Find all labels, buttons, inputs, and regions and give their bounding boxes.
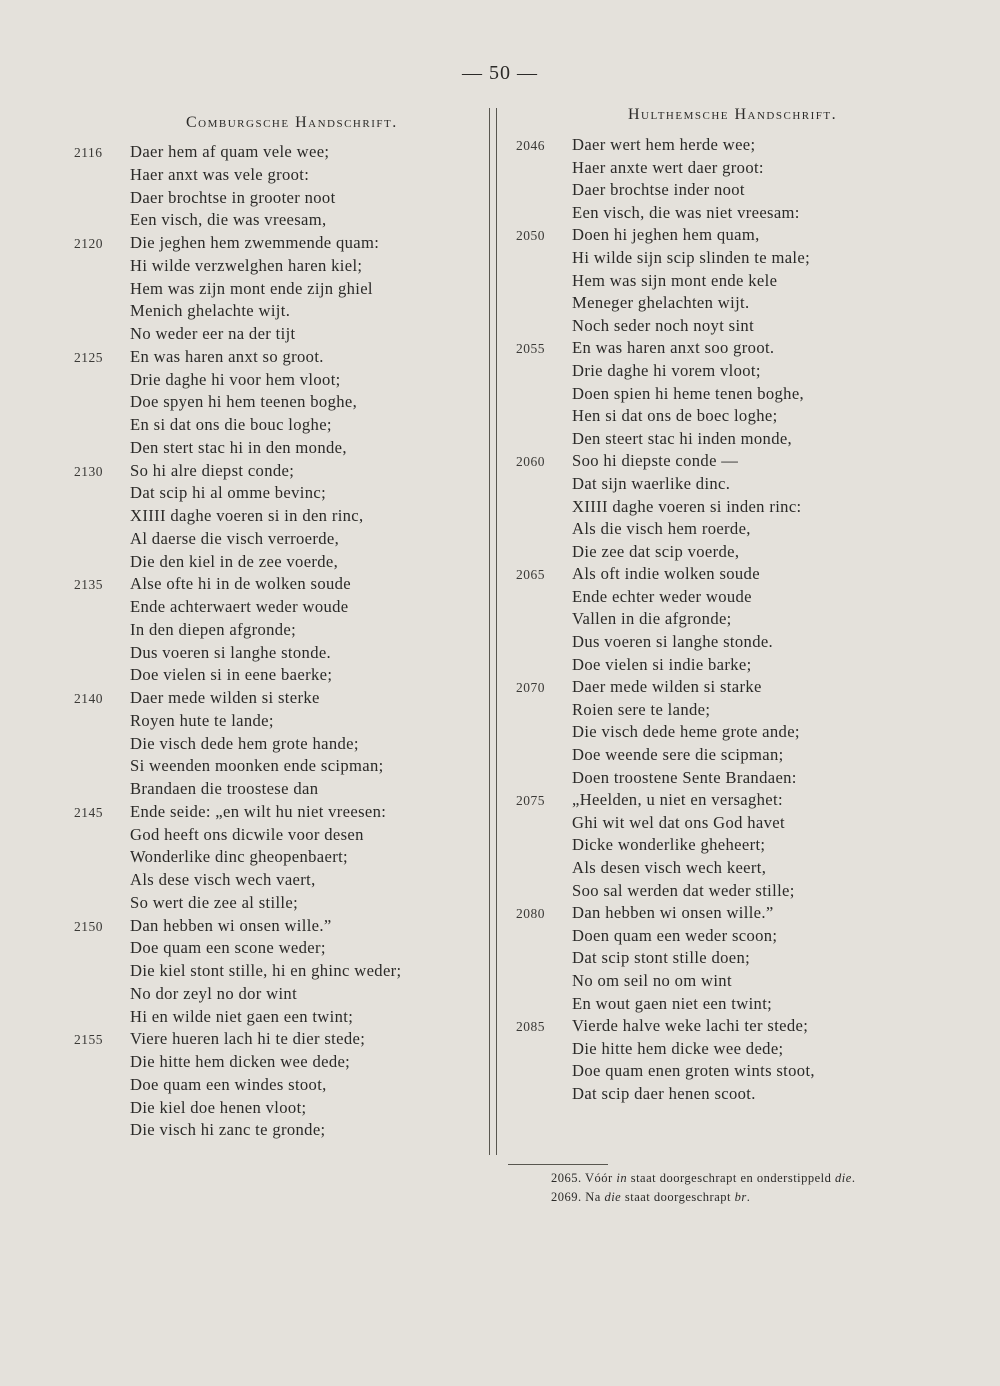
verse-text: Daer mede wilden si starke	[572, 677, 762, 697]
verse-line	[74, 460, 484, 483]
verse-line	[516, 134, 896, 157]
verse-text: Hen si dat ons de boec loghe;	[572, 406, 778, 426]
verse-text: Doen hi jeghen hem quam,	[572, 225, 760, 245]
verse-line	[74, 983, 484, 1006]
footnote-post2: .	[746, 1190, 751, 1204]
verse-text: Si weenden moonken ende scipman;	[130, 756, 384, 776]
verse-text: Dus voeren si langhe stonde.	[572, 632, 774, 652]
verse-text: Roien sere te lande;	[572, 699, 711, 719]
verse-line	[516, 902, 896, 925]
verse-line	[516, 563, 896, 586]
verse-line	[516, 812, 896, 835]
verse-line	[516, 518, 896, 541]
verse-line	[516, 1083, 896, 1106]
hulthem-text-column	[516, 134, 896, 1106]
verse-text: Soo sal werden dat weder stille;	[572, 880, 795, 900]
verse-text: Ende achterwaert weder woude	[130, 597, 349, 616]
verse-text: Wonderlike dinc gheopenbaert;	[130, 847, 349, 867]
verse-text: Daer wert hem herde wee;	[572, 135, 756, 154]
footnotes	[551, 1169, 971, 1207]
verse-line	[74, 528, 484, 551]
verse-line	[516, 157, 896, 180]
verse-text: „Heelden, u niet en versaghet:	[572, 790, 783, 810]
verse-line	[516, 676, 896, 699]
verse-text: XIIII daghe voeren si in den rinc,	[130, 506, 364, 525]
verse-line	[74, 846, 484, 869]
verse-text: Alse ofte hi in de wolken soude	[130, 574, 351, 594]
footnote-em2: die	[835, 1171, 852, 1185]
verse-text: Die zee dat scip voerde,	[572, 541, 740, 561]
verse-line	[74, 164, 484, 187]
verse-text: Doen spien hi heme tenen boghe,	[572, 383, 805, 403]
verse-line	[74, 687, 484, 710]
verse-line	[74, 1051, 484, 1074]
verse-text: En was haren anxt soo groot.	[572, 338, 775, 358]
verse-line	[516, 1038, 896, 1061]
verse-text: Al daerse die visch verroerde,	[130, 528, 340, 548]
verse-line	[516, 699, 896, 722]
line-number: 2065	[516, 567, 545, 583]
verse-text: Een visch, die was niet vreesam:	[572, 202, 800, 222]
verse-line	[516, 1015, 896, 1038]
verse-text: Noch seder noch noyt sint	[572, 315, 755, 335]
footnote	[551, 1188, 971, 1207]
footnote-post2: .	[851, 1171, 856, 1185]
verse-line	[74, 141, 484, 164]
verse-text: Doe spyen hi hem teenen boghe,	[130, 392, 358, 412]
verse-text: Die visch dede heme grote ande;	[572, 722, 800, 742]
verse-line	[74, 437, 484, 460]
verse-line	[516, 450, 896, 473]
footnote-em: die	[604, 1190, 622, 1204]
comburg-text-column	[74, 141, 484, 1142]
verse-text: Die jeghen hem zwemmende quam:	[130, 233, 380, 252]
verse-text: In den diepen afgronde;	[130, 619, 297, 639]
verse-text: Dat scip stont stille doen;	[572, 948, 751, 968]
verse-line	[74, 937, 484, 960]
line-number: 2120	[74, 236, 103, 251]
line-number: 2140	[74, 691, 103, 706]
verse-line	[516, 315, 896, 338]
verse-text: Die kiel stont stille, hi en ghinc weder;	[130, 961, 402, 980]
footnote-rule	[508, 1164, 608, 1165]
verse-line	[516, 292, 896, 315]
verse-line	[74, 801, 484, 824]
line-number: 2070	[516, 680, 545, 696]
verse-text: Dat scip daer henen scoot.	[572, 1083, 756, 1103]
column-divider	[489, 108, 497, 1155]
verse-line	[516, 947, 896, 970]
verse-line	[74, 369, 484, 392]
verse-text: Doe quam een scone weder;	[130, 938, 326, 958]
verse-text: No weder eer na der tijt	[130, 324, 296, 343]
verse-text: Als desen visch wech keert,	[572, 858, 767, 877]
verse-text: Die hitte hem dicken wee dede;	[130, 1052, 351, 1071]
line-number: 2135	[74, 577, 103, 593]
verse-line	[516, 202, 896, 225]
verse-line	[74, 551, 484, 574]
verse-line	[74, 414, 484, 437]
verse-line	[516, 631, 896, 654]
verse-text: Doe weende sere die scipman;	[572, 745, 784, 765]
verse-text: Hem was sijn mont ende kele	[572, 270, 778, 290]
verse-text: En si dat ons die bouc loghe;	[130, 415, 332, 434]
line-number: 2155	[74, 1032, 103, 1048]
verse-text: Daer hem af quam vele wee;	[130, 142, 330, 161]
verse-line	[516, 857, 896, 880]
verse-text: Den steert stac hi inden monde,	[572, 428, 793, 448]
verse-text: Als oft indie wolken soude	[572, 564, 760, 584]
verse-line	[516, 586, 896, 609]
verse-line	[516, 880, 896, 903]
verse-text: God heeft ons dicwile voor desen	[130, 824, 364, 844]
verse-line	[74, 642, 484, 665]
verse-text: Soo hi diepste conde —	[572, 451, 739, 471]
verse-text: Doe quam een windes stoot,	[130, 1074, 327, 1094]
verse-text: Doe quam enen groten wints stoot,	[572, 1061, 815, 1081]
verse-line	[516, 767, 896, 790]
verse-line	[74, 1006, 484, 1029]
verse-line	[516, 360, 896, 383]
verse-text: Ende echter weder woude	[572, 586, 752, 606]
verse-text: Die visch hi zanc te gronde;	[130, 1120, 326, 1140]
verse-line	[516, 721, 896, 744]
verse-line	[74, 869, 484, 892]
verse-line	[74, 892, 484, 915]
verse-text: Als die visch hem roerde,	[572, 519, 751, 539]
footnote-pre: 2069. Na	[551, 1190, 605, 1204]
verse-line	[74, 619, 484, 642]
verse-line	[516, 270, 896, 293]
verse-line	[74, 278, 484, 301]
verse-text: So hi alre diepst conde;	[130, 460, 295, 480]
verse-line	[516, 993, 896, 1016]
verse-line	[74, 915, 484, 938]
verse-text: Meneger ghelachten wijt.	[572, 293, 750, 313]
verse-text: Doe vielen si indie barke;	[572, 654, 752, 674]
verse-text: Drie daghe hi voor hem vloot;	[130, 369, 341, 389]
verse-line	[74, 1028, 484, 1051]
verse-text: Vallen in die afgronde;	[572, 609, 732, 629]
line-number: 2125	[74, 349, 103, 365]
verse-text: Dat sijn waerlike dinc.	[572, 473, 731, 493]
verse-text: Dus voeren si langhe stonde.	[130, 642, 332, 662]
verse-line	[74, 232, 484, 255]
verse-text: Doe vielen si in eene baerke;	[130, 665, 333, 685]
footnote-pre: 2065. Vóór	[551, 1171, 617, 1185]
verse-text: Den stert stac hi in den monde,	[130, 437, 347, 457]
verse-line	[74, 1119, 484, 1142]
line-number: 2145	[74, 804, 103, 820]
verse-text: Ende seide: „en wilt hu niet vreesen:	[130, 801, 387, 821]
verse-line	[516, 1060, 896, 1083]
verse-line	[516, 608, 896, 631]
verse-line	[516, 179, 896, 202]
footnote-post: staat doorgeschrapt en onderstippeld	[627, 1171, 836, 1185]
verse-text: Vierde halve weke lachi ter stede;	[572, 1016, 809, 1036]
verse-text: Drie daghe hi vorem vloot;	[572, 360, 761, 380]
verse-line	[74, 255, 484, 278]
verse-line	[74, 596, 484, 619]
verse-line	[516, 383, 896, 406]
verse-line	[516, 473, 896, 496]
verse-text: Doen quam een weder scoon;	[572, 925, 778, 945]
verse-text: Een visch, die was vreesam,	[130, 210, 327, 230]
line-number: 2085	[516, 1019, 545, 1035]
footnote-em2: br	[734, 1190, 747, 1204]
verse-line	[74, 824, 484, 847]
verse-line	[516, 970, 896, 993]
verse-line	[74, 391, 484, 414]
verse-line	[74, 778, 484, 801]
verse-text: Daer brochtse in grooter noot	[130, 187, 336, 207]
verse-line	[74, 209, 484, 232]
verse-text: En wout gaen niet een twint;	[572, 993, 773, 1013]
verse-line	[74, 1097, 484, 1120]
verse-line	[516, 744, 896, 767]
verse-text: Hi en wilde niet gaen een twint;	[130, 1006, 354, 1026]
verse-line	[516, 224, 896, 247]
verse-line	[516, 654, 896, 677]
line-number: 2046	[516, 138, 545, 153]
verse-line	[516, 789, 896, 812]
verse-text: Menich ghelachte wijt.	[130, 301, 291, 321]
verse-text: Die hitte hem dicke wee dede;	[572, 1038, 784, 1058]
line-number: 2055	[516, 341, 545, 357]
verse-text: Royen hute te lande;	[130, 710, 274, 730]
verse-line	[74, 482, 484, 505]
verse-text: Als dese visch wech vaert,	[130, 870, 316, 889]
verse-line	[74, 300, 484, 323]
verse-line	[516, 496, 896, 519]
page-number: — 50 —	[462, 62, 538, 84]
verse-text: No dor zeyl no dor wint	[130, 983, 298, 1003]
verse-text: Ghi wit wel dat ons God havet	[572, 812, 785, 832]
verse-text: Hem was zijn mont ende zijn ghiel	[130, 278, 373, 298]
verse-line	[74, 187, 484, 210]
verse-text: Viere hueren lach hi te dier stede;	[130, 1029, 366, 1049]
verse-line	[74, 960, 484, 983]
verse-line	[74, 505, 484, 528]
verse-line	[516, 428, 896, 451]
verse-line	[74, 323, 484, 346]
line-number: 2116	[74, 145, 103, 160]
verse-text: Die kiel doe henen vloot;	[130, 1097, 307, 1117]
verse-line	[74, 1074, 484, 1097]
verse-line	[74, 346, 484, 369]
verse-line	[74, 733, 484, 756]
footnote	[551, 1169, 971, 1188]
line-number: 2130	[74, 463, 103, 479]
verse-text: No om seil no om wint	[572, 970, 732, 990]
verse-line	[74, 755, 484, 778]
column-heading-comburg: Comburgsche Handschrift.	[186, 114, 398, 131]
verse-line	[74, 573, 484, 596]
verse-text: XIIII daghe voeren si inden rinc:	[572, 496, 802, 516]
verse-line	[74, 710, 484, 733]
verse-line	[516, 541, 896, 564]
verse-line	[516, 337, 896, 360]
line-number: 2050	[516, 228, 545, 244]
column-heading-hulthem: Hulthemsche Handschrift.	[628, 106, 838, 123]
verse-line	[516, 834, 896, 857]
line-number: 2080	[516, 906, 545, 922]
line-number: 2060	[516, 454, 545, 470]
verse-text: Dat scip hi al omme bevinc;	[130, 483, 327, 503]
footnote-em: in	[616, 1171, 628, 1185]
verse-text: Haer anxte wert daer groot:	[572, 157, 764, 177]
verse-line	[516, 405, 896, 428]
line-number: 2075	[516, 793, 545, 809]
verse-text: Daer brochtse inder noot	[572, 180, 745, 200]
verse-text: Haer anxt was vele groot:	[130, 164, 310, 184]
verse-line	[516, 925, 896, 948]
line-number: 2150	[74, 918, 103, 934]
verse-text: Die den kiel in de zee voerde,	[130, 551, 339, 571]
verse-line	[74, 664, 484, 687]
footnote-post: staat doorgeschrapt	[621, 1190, 735, 1204]
verse-text: Doen troostene Sente Brandaen:	[572, 767, 797, 787]
verse-text: Dan hebben wi onsen wille.”	[572, 903, 774, 923]
verse-text: Die visch dede hem grote hande;	[130, 733, 359, 753]
verse-text: Daer mede wilden si sterke	[130, 688, 320, 707]
verse-text: Hi wilde sijn scip slinden te male;	[572, 247, 811, 267]
verse-line	[516, 247, 896, 270]
verse-text: So wert die zee al stille;	[130, 892, 299, 912]
verse-text: Hi wilde verzwelghen haren kiel;	[130, 255, 363, 275]
verse-text: Brandaen die troostese dan	[130, 779, 319, 798]
verse-text: Dan hebben wi onsen wille.”	[130, 915, 332, 935]
verse-text: Dicke wonderlike gheheert;	[572, 835, 766, 855]
verse-text: En was haren anxt so groot.	[130, 346, 324, 366]
